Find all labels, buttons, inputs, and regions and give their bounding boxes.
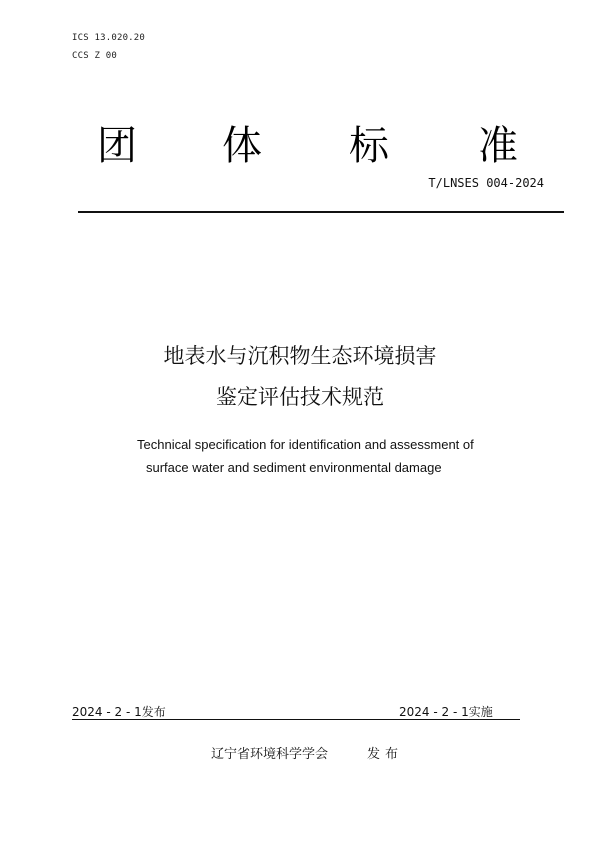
english-title-line-1: Technical specification for identification and assessment of (137, 437, 474, 452)
standard-type-char: 体 (222, 123, 262, 169)
publisher-issue-label: 发布 (367, 747, 404, 762)
document-number: T/LNSES 004-2024 (428, 176, 544, 190)
header-divider (78, 211, 564, 213)
ics-code: ICS 13.020.20 (72, 33, 146, 43)
implementation-date: 2024 - 2 - 1实施 (399, 705, 493, 719)
english-title-line-2: surface water and sediment environmental damage (146, 460, 442, 475)
chinese-title-line-1: 地表水与沉积物生态环境损害 (163, 344, 437, 368)
standard-type-char: 准 (478, 123, 518, 169)
publish-date: 2024 - 2 - 1发布 (72, 705, 166, 719)
standard-type-char: 团 (97, 123, 137, 169)
date-divider (72, 719, 520, 720)
standard-type-char: 标 (349, 123, 389, 169)
publisher-organization: 辽宁省环境科学学会 (211, 747, 329, 762)
chinese-title-line-2: 鉴定评估技术规范 (216, 385, 384, 409)
ccs-code: CCS Z 00 (72, 51, 117, 61)
